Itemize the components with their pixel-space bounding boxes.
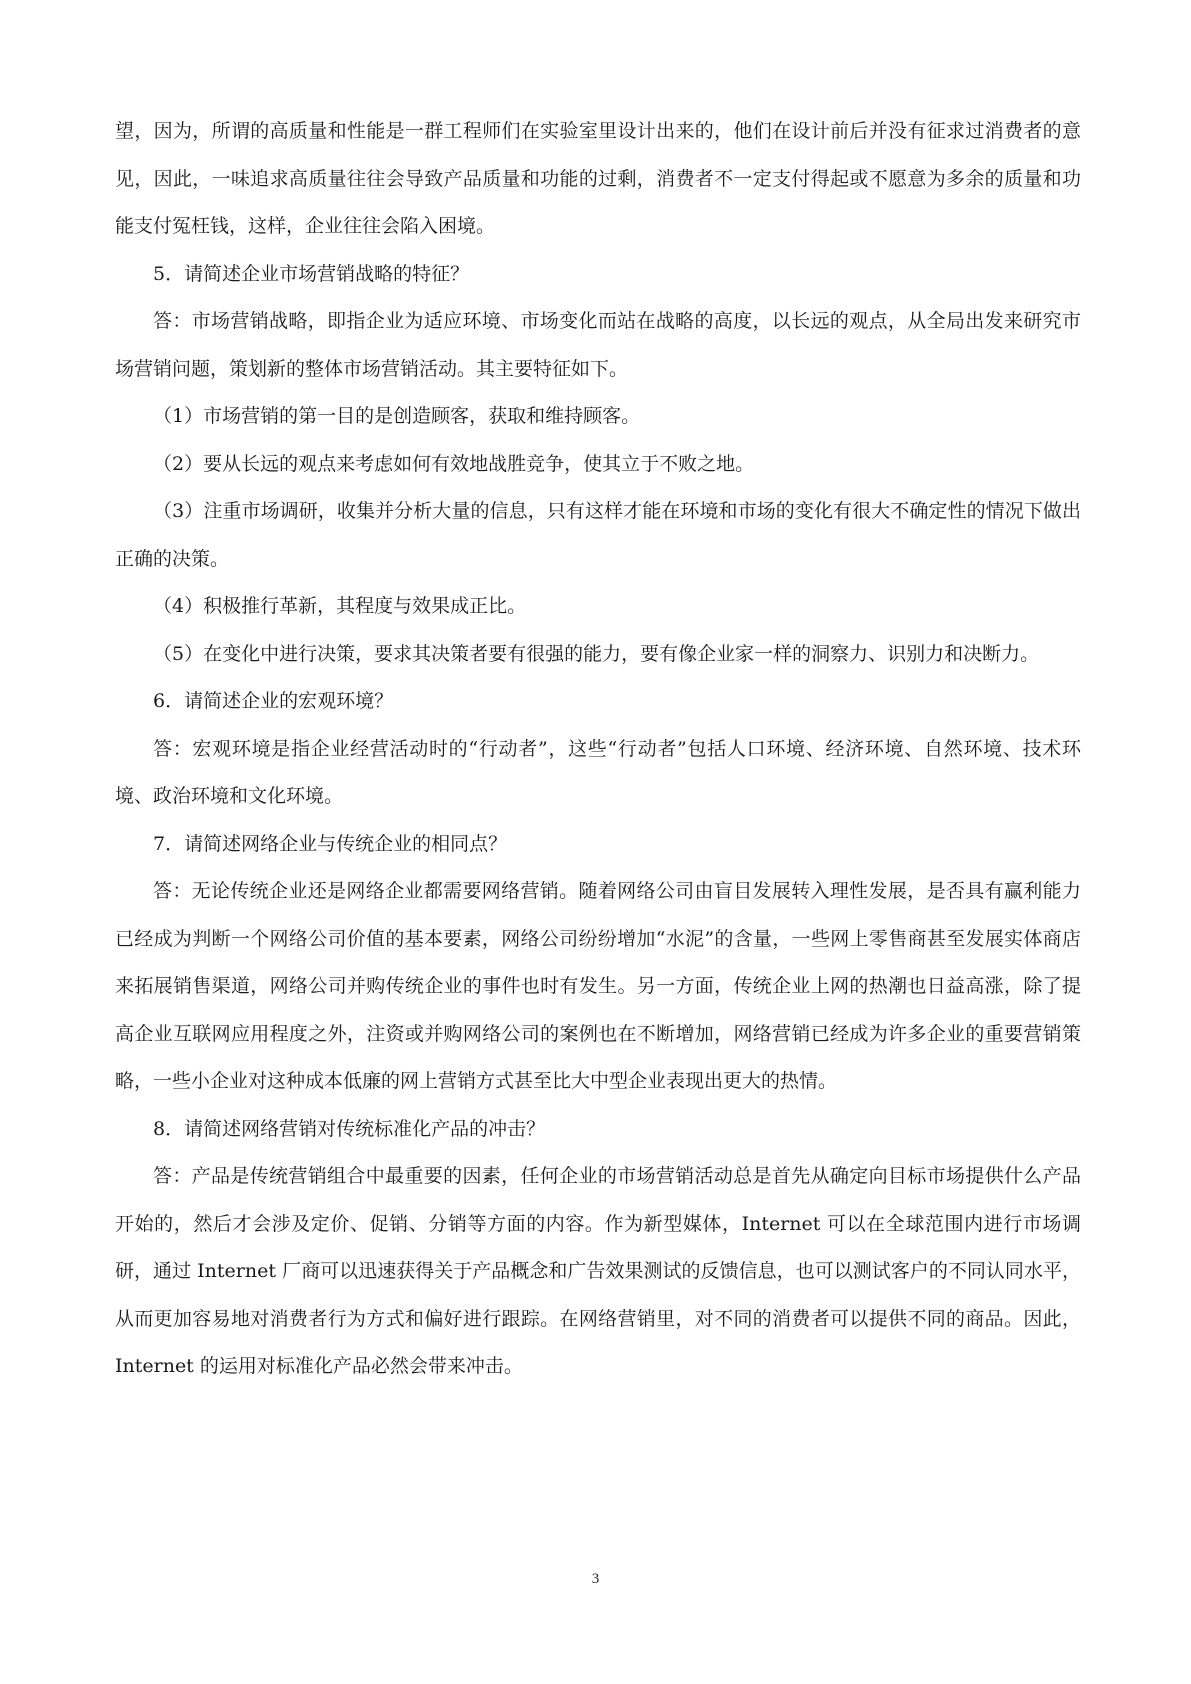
question-7-heading: 7．请简述网络企业与传统企业的相同点？: [153, 832, 508, 855]
answer-7-paragraph: 答：无论传统企业还是网络企业都需要网络营销。随着网络公司由盲目发展转入理性发展，是否具有赢利能力已经成为判断一个网络公司价值的基本要素，网络公司纷纷增加“水泥”的含量，一些网上零售商甚至发展实体商店来拓展销售渠道，网络公司并购传统企业的事件也时有发生。另一方面，传统企业上网的热潮也日益高涨，除了提高企业互联网应用程度之外，注资或并购网络公司的案例也在不断增加，网络营销已经成为许多企业的重要营销策略，一些小企业对这种成本低廉的网上营销方式甚至比大中型企业表现出更大的热情。: [115, 880, 1081, 1092]
answer-6-paragraph: 答：宏观环境是指企业经营活动时的“行动者”，这些“行动者”包括人口环境、经济环境、自然环境、技术环境、政治环境和文化环境。: [115, 737, 1081, 807]
question-5-heading: 5．请简述企业市场营销战略的特征？: [153, 262, 470, 285]
answer-5-item-4: （4）积极推行革新，其程度与效果成正比。: [153, 595, 527, 617]
answer-5-item-3: （3）注重市场调研，收集并分析大量的信息，只有这样才能在环境和市场的变化有很大不确定性的情况下做出正确的决策。: [115, 500, 1081, 570]
document-body: [115, 108, 1081, 1391]
answer-5-paragraph: 答：市场营销战略，即指企业为适应环境、市场变化而站在战略的高度，以长远的观点，从全局出发来研究市场营销问题，策划新的整体市场营销活动。其主要特征如下。: [115, 310, 1081, 380]
question-6-heading: 6．请简述企业的宏观环境？: [153, 690, 394, 712]
answer-continuation-paragraph: 望，因为，所谓的高质量和性能是一群工程师们在实验室里设计出来的，他们在设计前后并没有征求过消费者的意见，因此，一味追求高质量往往会导致产品质量和功能的过剩，消费者不一定支付得起或不愿意为多余的质量和功能支付冤枉钱，这样，企业往往会陷入困境。: [115, 120, 1081, 237]
page-number: 3: [591, 1571, 600, 1587]
question-8-heading: 8．请简述网络营销对传统标准化产品的冲击？: [153, 1117, 546, 1140]
answer-8-paragraph: 答：产品是传统营销组合中最重要的因素，任何企业的市场营销活动总是首先从确定向目标市场提供什么产品开始的，然后才会涉及定价、促销、分销等方面的内容。作为新型媒体，Internet 可以在全球范围内进行市场调研，通过 Internet 厂商可以迅速获得关于产品概念和广告效果测试的反馈信息，也可以测试客户的不同认同水平，从而更加容易地对消费者行为方式和偏好进行跟踪。在网络营销里，对不同的消费者可以提供不同的商品。因此，Internet 的运用对标准化产品必然会带来冲击。: [115, 1165, 1081, 1377]
answer-5-item-1: （1）市场营销的第一目的是创造顾客，获取和维持顾客。: [153, 405, 641, 427]
answer-5-item-2: （2）要从长远的观点来考虑如何有效地战胜竞争，使其立于不败之地。: [153, 452, 755, 475]
answer-5-item-5: （5）在变化中进行决策，要求其决策者要有很强的能力，要有像企业家一样的洞察力、识别力和决断力。: [153, 642, 1040, 665]
